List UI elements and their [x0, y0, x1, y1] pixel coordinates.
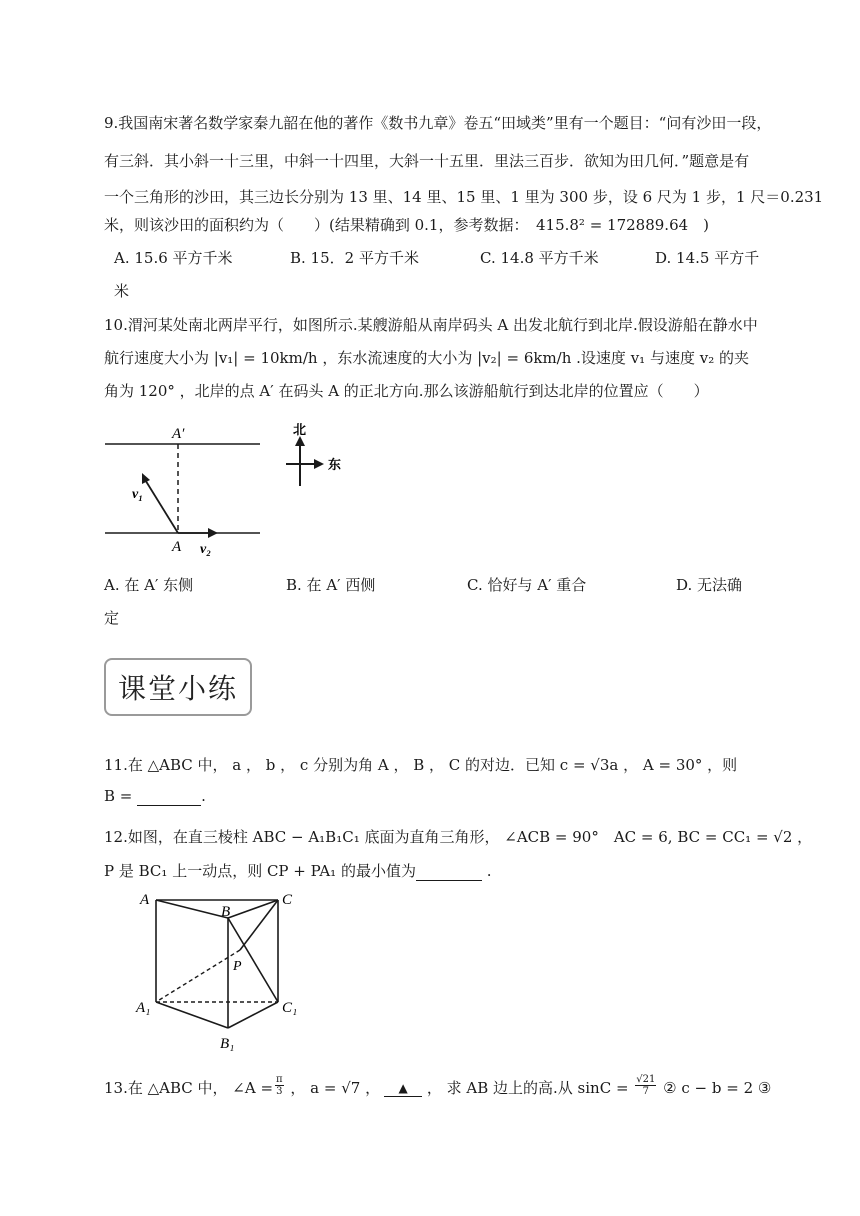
q9-option-b: B. 15．2 平方千米: [290, 249, 419, 267]
q11-line-1: 11.在 △ABC 中， a ， b ， c 分别为角 A ， B ， C 的对边．已知 c = √3a ， A = 30° ，则: [104, 756, 738, 774]
label-A: A: [140, 892, 150, 908]
q11-line-2: [104, 787, 206, 806]
q12-line-2: [104, 860, 492, 881]
q13-answer-blank[interactable]: [384, 1078, 422, 1097]
q10-option-d: D. 无法确: [676, 576, 743, 594]
q9-option-d: D. 14.5 平方千: [655, 249, 760, 267]
compass-east-label: 东: [328, 457, 342, 472]
q9-line-4: 米，则该沙田的面积约为（ ）(结果精确到 0.1，参考数据： 415.8² = 172889.64 ): [104, 216, 710, 234]
q12-suffix: .: [481, 862, 492, 880]
q13-tail: ② c − b = 2 ③: [658, 1078, 772, 1097]
q12-prefix: P 是 BC₁ 上一动点，则 CP + PA₁ 的最小值为: [104, 862, 416, 880]
q10-option-c: C. 恰好与 A′ 重合: [467, 576, 587, 594]
section-title-box: 课堂小练: [104, 658, 252, 716]
edge-a1-b1: [156, 1002, 228, 1028]
q13-sin-denominator: 7: [642, 1086, 650, 1097]
q13-sin-fraction: [635, 1074, 656, 1097]
q12-line-1: 12.如图，在直三棱柱 ABC − A₁B₁C₁ 底面为直角三角形， ∠ACB = 90° AC = 6, BC = CC₁ = √2 ，: [104, 828, 813, 846]
q9-line-3: 一个三角形的沙田，其三边长分别为 13 里、14 里、15 里、1 里为 300 步，设 6 尺为 1 步，1 尺＝0.231: [104, 188, 824, 206]
label-a: A: [172, 539, 182, 555]
q9-line-2: 有三斜．其小斜一十三里，中斜一十四里，大斜一十五里．里法三百步．欲知为田几何．”题意是有: [104, 152, 750, 170]
q10-river-figure: [100, 418, 270, 558]
q13-after-blank: ， 求 AB 边上的高.从 sinC =: [422, 1079, 634, 1097]
q9-option-d-wrap: 米: [114, 282, 130, 300]
label-v1: v₁: [132, 487, 144, 502]
q13-sin-numerator: √21: [636, 1074, 656, 1085]
compass-north-label: 北: [293, 422, 307, 437]
q9-option-c: C. 14.8 平方千米: [480, 249, 599, 267]
q9-option-a: A. 15.6 平方千米: [114, 249, 233, 267]
q9-line-1: 9.我国南宋著名数学家秦九韶在他的著作《数书九章》卷五“田域类”里有一个题目：“问有沙田一段，: [104, 114, 772, 132]
q10-line-1: 10.渭河某处南北两岸平行，如图所示.某艘游船从南岸码头 A 出发北航行到北岸.假设游船在静水中: [104, 316, 758, 334]
q13-angle-denominator: 3: [276, 1086, 283, 1097]
label-C: C: [282, 892, 293, 908]
q10-line-2: 航行速度大小为 |v₁| = 10km/h ，东水流速度的大小为 |v₂| = 6km/h .设速度 v₁ 与速度 v₂ 的夹: [104, 349, 749, 367]
q10-option-d-wrap: 定: [104, 609, 120, 627]
q13-mid: ， a = √7 ，: [285, 1079, 381, 1097]
edge-a-b: [156, 900, 231, 920]
label-A1: A₁: [136, 1000, 151, 1016]
label-C1: C₁: [282, 1000, 298, 1016]
q10-line-3: 角为 120° ，北岸的点 A′ 在码头 A 的正北方向.那么该游船航行到达北岸的位置应（ ）: [104, 382, 709, 400]
q11-prefix: B =: [104, 787, 138, 805]
v2-arrowhead: [208, 528, 218, 538]
q13-angle-numerator: π: [276, 1074, 283, 1085]
q10-option-a: A. 在 A′ 东侧: [104, 576, 194, 594]
label-P: P: [233, 959, 242, 974]
label-a-prime: A′: [172, 426, 185, 442]
label-B1: B₁: [220, 1036, 235, 1052]
q13-prefix: 13.在 △ABC 中， ∠A =: [104, 1079, 274, 1097]
q13-angle-fraction: [275, 1074, 284, 1097]
q12-prism-figure: [132, 880, 312, 1055]
q13-line: [104, 1076, 771, 1099]
q12-answer-blank[interactable]: [416, 862, 482, 881]
label-v2: v₂: [200, 542, 212, 557]
q10-option-b: B. 在 A′ 西侧: [286, 576, 376, 594]
triangle-marker-icon: ▲: [398, 1081, 408, 1095]
edge-b1-c1: [228, 1002, 278, 1028]
q11-suffix: .: [201, 787, 206, 805]
q10-compass: [280, 420, 350, 490]
label-B: B: [221, 904, 231, 920]
q11-answer-blank[interactable]: [137, 787, 201, 806]
v1-arrow: [144, 478, 178, 533]
